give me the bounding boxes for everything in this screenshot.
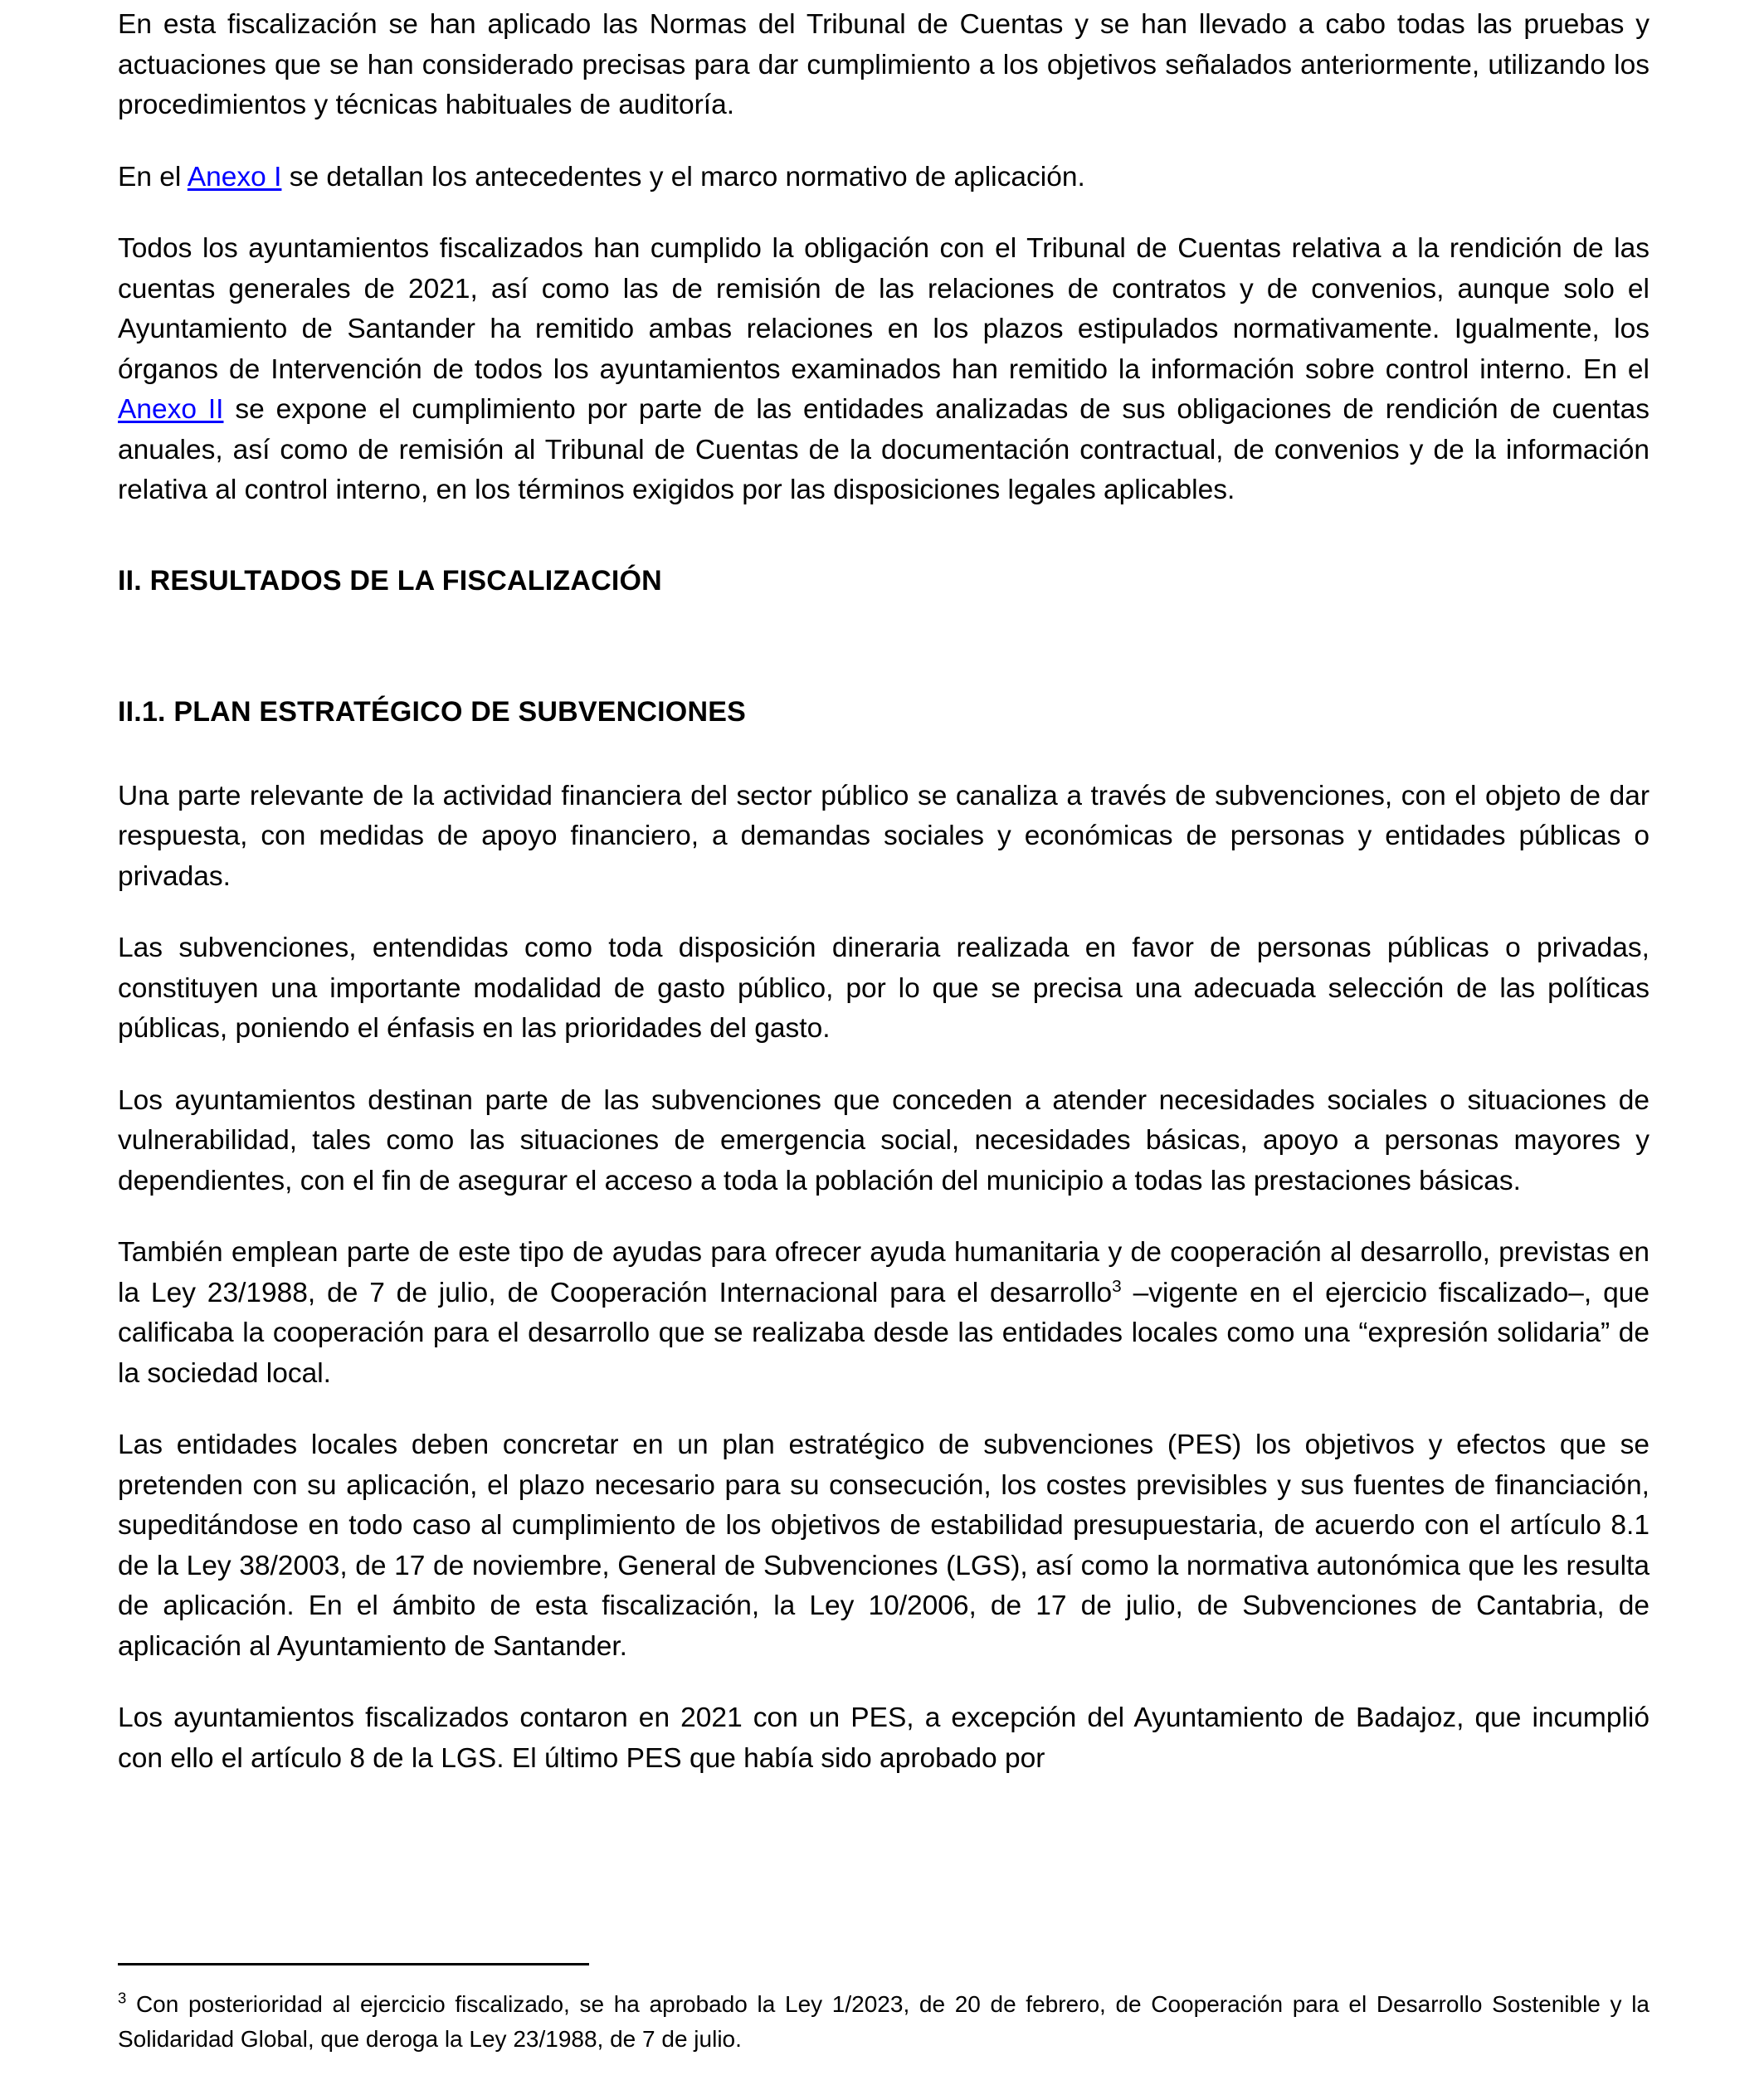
paragraph-actividad-financiera: Una parte relevante de la actividad financiera del sector público se canaliza a través de subvenciones, con el objeto de dar respuesta, con medidas de apoyo financiero, a demandas sociales y económicas de personas y entidades públicas o privadas. xyxy=(118,780,1649,892)
footnote-area xyxy=(118,1963,1649,2057)
paragraph-plan-estrategico-requisitos: Las entidades locales deben concretar en un plan estratégico de subvenciones (PES) los objetivos y efectos que se pretenden con su aplicación, el plazo necesario para su consecución, los costes previsibles y sus fuentes de financiación, supeditándose en todo caso al cumplimiento de los objetivos de estabilidad presupuestaria, de acuerdo con el artículo 8.1 de la Ley 38/2003, de 17 de noviembre, General de Subvenciones (LGS), así como la normativa autonómica que les resulta de aplicación. En el ámbito de esta fiscalización, la Ley 10/2006, de 17 de julio, de Subvenciones de Cantabria, de aplicación al Ayuntamiento de Santander. xyxy=(118,1430,1649,1662)
paragraph-cooperacion-desarrollo xyxy=(118,1233,1649,1394)
footnote-separator-rule xyxy=(118,1963,589,1965)
paragraph-rendicion-prefix: Todos los ayuntamientos fiscalizados han cumplido la obligación con el Tribunal de Cuentas relativa a la rendición de las cuentas generales de 2021, así como las de remisión de las relaciones de contratos y de convenios, aunque solo el Ayuntamiento de Santander ha remitido ambas relaciones en los plazos estipulados normativamente. Igualmente, los órganos de Intervención de todos los ayuntamientos examinados han remitido la información sobre control interno. En el xyxy=(118,233,1649,385)
heading-plan-estrategico-subvenciones: II.1. PLAN ESTRATÉGICO DE SUBVENCIONES xyxy=(118,695,746,728)
footnote-3 xyxy=(118,1987,1649,2057)
paragraph-anexo-i-prefix: En el xyxy=(118,161,188,192)
heading-resultados-fiscalizacion: II. RESULTADOS DE LA FISCALIZACIÓN xyxy=(118,564,662,597)
page-content xyxy=(118,5,1649,1779)
footnote-marker-3: 3 xyxy=(118,1989,127,2007)
footnote-reference-3[interactable]: 3 xyxy=(1112,1276,1122,1296)
link-anexo-i[interactable]: Anexo I xyxy=(187,161,282,192)
paragraph-fiscalizacion-normas: En esta fiscalización se han aplicado las Normas del Tribunal de Cuentas y se han llevado a cabo todas las pruebas y actuaciones que se han considerado precisas para dar cumplimiento a los objetivos señalados anteriormente, utilizando los procedimientos y técnicas habituales de auditoría. xyxy=(118,9,1649,120)
paragraph-anexo-i xyxy=(118,158,1649,198)
paragraph-pes-badajoz: Los ayuntamientos fiscalizados contaron en 2021 con un PES, a excepción del Ayuntamiento de Badajoz, que incumplió con ello el artículo 8 de la LGS. El último PES que había sido aprobado por xyxy=(118,1702,1649,1774)
paragraph-cooperacion-part1: También emplean parte de este tipo de ayudas para ofrecer ayuda humanitaria y de cooperación al desarrollo, previstas en la Ley 23/1988, de 7 de julio, de Cooperación Internacional para el desarrollo xyxy=(118,1237,1649,1308)
paragraph-subvenciones-definicion: Las subvenciones, entendidas como toda disposición dineraria realizada en favor de personas públicas o privadas, constituyen una importante modalidad de gasto público, por lo que se precisa una adecuada selección de las políticas públicas, poniendo el énfasis en las prioridades del gasto. xyxy=(118,933,1649,1044)
link-anexo-ii[interactable]: Anexo II xyxy=(118,394,224,425)
heading-spacer xyxy=(118,599,1649,647)
paragraph-anexo-i-suffix: se detallan los antecedentes y el marco normativo de aplicación. xyxy=(281,161,1085,192)
footnote-3-text: Con posterioridad al ejercicio fiscalizado, se ha aprobado la Ley 1/2023, de 20 de febrero, de Cooperación para el Desarrollo Sostenible y la Solidaridad Global, que deroga la Ley 23/1988, de 7 de julio. xyxy=(118,1991,1649,2052)
paragraph-necesidades-sociales: Los ayuntamientos destinan parte de las subvenciones que conceden a atender necesidades sociales o situaciones de vulnerabilidad, tales como las situaciones de emergencia social, necesidades básicas, apoyo a personas mayores y dependientes, con el fin de asegurar el acceso a toda la población del municipio a todas las prestaciones básicas. xyxy=(118,1084,1649,1196)
subheading-spacer xyxy=(118,730,1649,777)
paragraph-rendicion-cuentas xyxy=(118,229,1649,511)
paragraph-cooperacion-part2: –vigente en el ejercicio fiscalizado–, que calificaba la cooperación para el desarrollo que se realizaba desde las entidades locales como una “expresión solidaria” de la sociedad local. xyxy=(118,1277,1649,1389)
paragraph-rendicion-suffix: se expone el cumplimiento por parte de las entidades analizadas de sus obligaciones de rendición de cuentas anuales, así como de remisión al Tribunal de Cuentas de la documentación contractual, de convenios y de la información relativa al control interno, en los términos exigidos por las disposiciones legales aplicables. xyxy=(118,394,1649,505)
